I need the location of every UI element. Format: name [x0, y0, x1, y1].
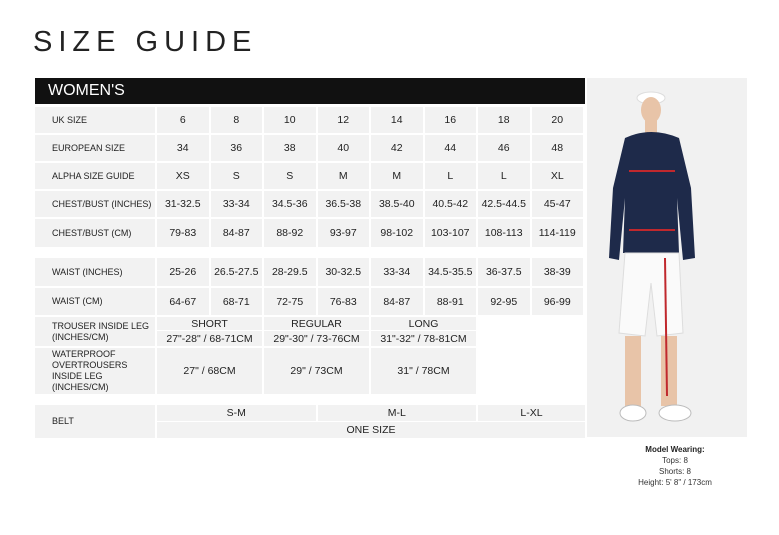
- waterproof-value: 27" / 68CM: [157, 348, 262, 394]
- size-cell: 103-107: [425, 219, 477, 247]
- size-cell: 38.5-40: [371, 191, 423, 217]
- size-cell: 64-67: [157, 288, 209, 315]
- size-cell: 34.5-36: [264, 191, 316, 217]
- size-cell: 46: [478, 135, 530, 161]
- size-cell: 72-75: [264, 288, 316, 315]
- size-cell: 36: [211, 135, 263, 161]
- row-label: CHEST/BUST (CM): [35, 219, 155, 247]
- size-cell: L: [425, 163, 477, 189]
- size-cell: 25-26: [157, 258, 209, 286]
- model-shorts: Shorts: 8: [658, 467, 691, 476]
- trouser-group-value: 31"-32" / 78-81CM: [371, 331, 476, 346]
- size-cell: S: [211, 163, 263, 189]
- row-label: ALPHA SIZE GUIDE: [35, 163, 155, 189]
- size-cell: 84-87: [371, 288, 423, 315]
- waterproof-value: 31" / 78CM: [371, 348, 476, 394]
- size-cell: 28-29.5: [264, 258, 316, 286]
- size-cell: 88-92: [264, 219, 316, 247]
- size-cell: 42: [371, 135, 423, 161]
- size-cell: 92-95: [478, 288, 530, 315]
- size-cell: 42.5-44.5: [478, 191, 530, 217]
- row-label: UK SIZE: [35, 107, 155, 133]
- size-cell: 34: [157, 135, 209, 161]
- size-cell: 36.5-38: [318, 191, 370, 217]
- size-cell: M: [371, 163, 423, 189]
- size-cell: 45-47: [532, 191, 584, 217]
- row-label: WAIST (CM): [35, 288, 155, 315]
- trouser-label: TROUSER INSIDE LEG (INCHES/CM): [35, 317, 155, 346]
- size-cell: 76-83: [318, 288, 370, 315]
- size-cell: 114-119: [532, 219, 584, 247]
- size-cell: 34.5-35.5: [425, 258, 477, 286]
- size-cell: XL: [532, 163, 584, 189]
- size-cell: 8: [211, 107, 263, 133]
- size-cell: 44: [425, 135, 477, 161]
- trouser-group-name: LONG: [371, 317, 476, 330]
- size-cell: 16: [425, 107, 477, 133]
- trouser-group-name: SHORT: [157, 317, 262, 330]
- size-cell: S: [264, 163, 316, 189]
- size-cell: 36-37.5: [478, 258, 530, 286]
- belt-size: L-XL: [478, 405, 585, 421]
- model-wearing-info: [600, 444, 750, 488]
- belt-label: BELT: [35, 405, 155, 438]
- model-illustration: [587, 78, 747, 437]
- model-height: Height: 5' 8" / 173cm: [638, 478, 712, 487]
- size-cell: 40: [318, 135, 370, 161]
- belt-one-size: ONE SIZE: [157, 422, 585, 438]
- size-cell: 30-32.5: [318, 258, 370, 286]
- size-cell: 108-113: [478, 219, 530, 247]
- belt-size: M-L: [318, 405, 477, 421]
- size-cell: 38: [264, 135, 316, 161]
- size-cell: 14: [371, 107, 423, 133]
- size-cell: 93-97: [318, 219, 370, 247]
- size-cell: M: [318, 163, 370, 189]
- size-cell: 10: [264, 107, 316, 133]
- model-tops: Tops: 8: [662, 456, 688, 465]
- size-cell: 84-87: [211, 219, 263, 247]
- size-cell: 33-34: [371, 258, 423, 286]
- row-label: EUROPEAN SIZE: [35, 135, 155, 161]
- size-cell: 6: [157, 107, 209, 133]
- waterproof-value: 29" / 73CM: [264, 348, 369, 394]
- size-cell: 12: [318, 107, 370, 133]
- size-cell: XS: [157, 163, 209, 189]
- page-title: SIZE GUIDE: [33, 26, 258, 58]
- size-cell: 98-102: [371, 219, 423, 247]
- trouser-group-value: 29"-30" / 73-76CM: [264, 331, 369, 346]
- size-cell: L: [478, 163, 530, 189]
- size-cell: 48: [532, 135, 584, 161]
- row-label: CHEST/BUST (INCHES): [35, 191, 155, 217]
- belt-size: S-M: [157, 405, 316, 421]
- model-photo: [587, 78, 747, 437]
- size-cell: 79-83: [157, 219, 209, 247]
- size-cell: 40.5-42: [425, 191, 477, 217]
- size-cell: 38-39: [532, 258, 584, 286]
- model-heading: Model Wearing:: [645, 445, 705, 454]
- row-label: WAIST (INCHES): [35, 258, 155, 286]
- size-cell: 26.5-27.5: [211, 258, 263, 286]
- size-cell: 68-71: [211, 288, 263, 315]
- trouser-group-name: REGULAR: [264, 317, 369, 330]
- size-cell: 96-99: [532, 288, 584, 315]
- size-cell: 20: [532, 107, 584, 133]
- section-header: WOMEN'S: [35, 78, 585, 104]
- waterproof-label: WATERPROOF OVERTROUSERS INSIDE LEG (INCHES/CM): [35, 348, 155, 394]
- size-cell: 33-34: [211, 191, 263, 217]
- size-cell: 18: [478, 107, 530, 133]
- size-cell: 88-91: [425, 288, 477, 315]
- trouser-group-value: 27"-28" / 68-71CM: [157, 331, 262, 346]
- size-cell: 31-32.5: [157, 191, 209, 217]
